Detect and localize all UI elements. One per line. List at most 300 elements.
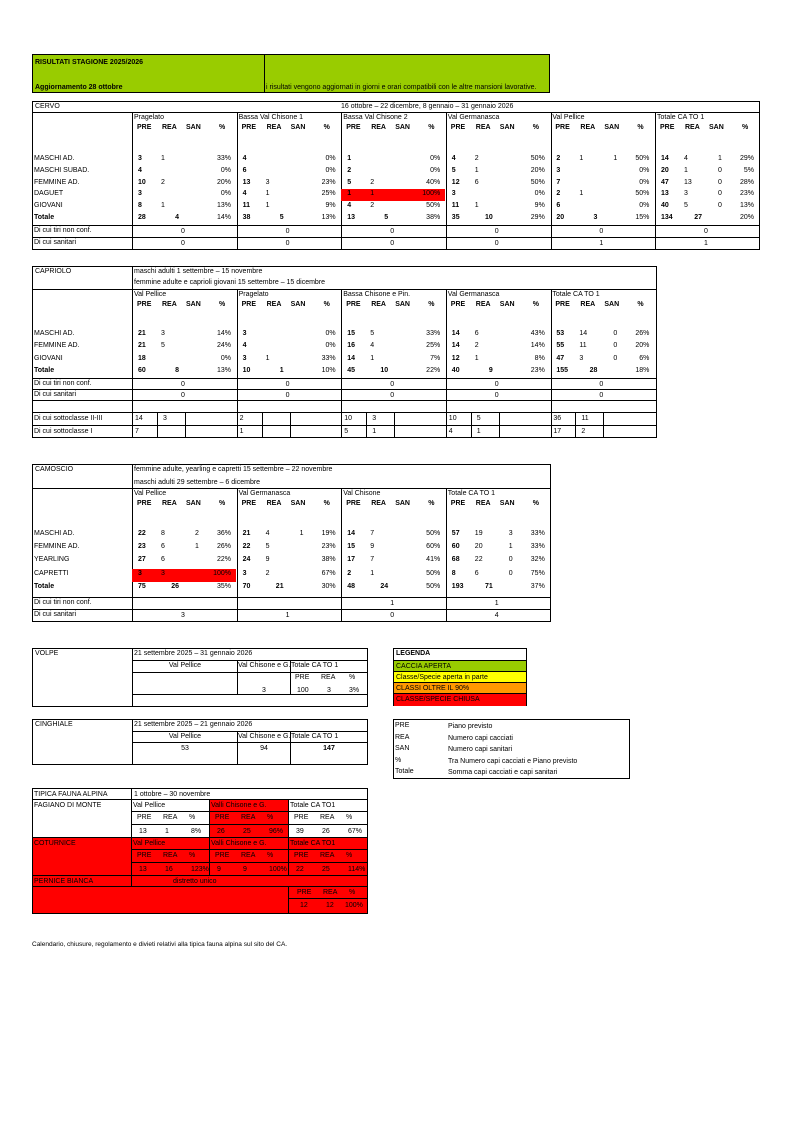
cinghiale-zone-0: Val Pellice — [168, 733, 202, 740]
capriolo-zone-0: Val Pellice — [134, 291, 167, 298]
camoscio-col-pct: % — [428, 500, 435, 507]
coturnice-col: PRE — [294, 852, 309, 859]
cervo-col-pct: % — [219, 124, 226, 131]
capriolo-col-san: SAN — [499, 301, 515, 308]
volpe-period: 21 settembre 2025 – 31 gennaio 2026 — [134, 650, 253, 657]
camoscio-cell-pre: 75 — [138, 582, 146, 590]
capriolo-cell-pre: 155 — [556, 367, 569, 375]
cervo-extra-val: 0 — [390, 228, 395, 235]
camoscio-row-label: MASCHI AD. — [34, 530, 75, 537]
camoscio-extra-val: 3 — [181, 612, 185, 619]
camoscio-cell-pct: 41% — [426, 556, 441, 564]
cervo-extra-val: 1 — [704, 240, 708, 247]
pernice-col-rea: REA — [323, 889, 338, 896]
cervo-col-pre: PRE — [241, 124, 256, 131]
camoscio-cell-pct: 35% — [216, 582, 231, 590]
cervo-cell-san: 1 — [718, 155, 722, 162]
cervo-col-san: SAN — [186, 124, 201, 131]
capriolo-extra-val: 0 — [390, 392, 395, 399]
cinghiale-val-total: 147 — [323, 745, 335, 752]
volpe-zone-1: Val Chisone e G. — [238, 662, 291, 669]
cervo-col-pre: PRE — [450, 124, 466, 131]
fagiano-col: PRE — [137, 814, 152, 821]
camoscio-cell-rea: 8 — [161, 530, 165, 537]
coturnice-val: 100% — [269, 866, 287, 873]
cervo-col-rea: REA — [580, 124, 596, 131]
camoscio-cell-san: 2 — [195, 530, 199, 537]
pernice-val-rea: 12 — [326, 902, 334, 909]
cervo-cell-rea: 1 — [684, 166, 688, 174]
capriolo-cell-pre: 10 — [242, 367, 251, 375]
capriolo-cell-pct: 14% — [216, 330, 231, 337]
capriolo-cell-pct: 0% — [325, 330, 336, 337]
cervo-cell-pct: 50% — [635, 155, 650, 162]
capriolo-col-pct: % — [323, 301, 330, 308]
cervo-cell-pct: 50% — [530, 178, 545, 186]
capriolo-cell-rea: 1 — [279, 367, 284, 375]
update-date: Aggiornamento 28 ottobre — [35, 84, 123, 91]
camoscio-cell-pct: 26% — [216, 543, 231, 551]
capriolo-extra-val: 0 — [494, 392, 499, 399]
cervo-col-pct: % — [428, 124, 435, 131]
capriolo-cell-pre: 4 — [242, 342, 247, 350]
camoscio-extra-val: 0 — [390, 612, 395, 619]
cervo-cell-pre: 40 — [661, 202, 669, 210]
legend-box — [393, 648, 527, 706]
cervo-cell-rea: 1 — [474, 166, 479, 174]
cervo-cell-pct: 15% — [635, 214, 650, 221]
cinghiale-zone-2: Totale CA TO 1 — [291, 733, 339, 740]
camoscio-title: CAMOSCIO — [35, 466, 74, 473]
cervo-cell-rea: 1 — [161, 155, 165, 162]
fagiano-col: % — [189, 814, 196, 821]
cervo-col-san: SAN — [499, 124, 515, 131]
capriolo-sub-val: 7 — [135, 428, 139, 435]
camoscio-cell-pct: 37% — [530, 582, 545, 590]
cervo-extra-val: 0 — [390, 240, 395, 247]
cervo-extra-val: 0 — [285, 240, 290, 247]
volpe-zone-0: Val Pellice — [168, 662, 202, 669]
capriolo-extra-val: 0 — [285, 392, 290, 399]
cervo-zone-5: Totale CA TO 1 — [657, 114, 705, 121]
cervo-row-label: MASCHI SUBAD. — [34, 166, 90, 174]
cervo-cell-pre: 13 — [347, 214, 355, 221]
capriolo-col-san: SAN — [604, 301, 620, 308]
cervo-cell-rea: 5 — [384, 214, 389, 221]
volpe-tot-rea: 3 — [327, 687, 331, 694]
capriolo-cell-pre: 60 — [138, 367, 146, 375]
cervo-col-san: SAN — [709, 124, 724, 131]
camoscio-cell-rea: 7 — [370, 556, 375, 564]
capriolo-zone-2: Bassa Chisone e Pin. — [343, 291, 411, 298]
camoscio-cell-pre: 22 — [138, 530, 146, 537]
capriolo-period2: femmine adulte e caprioli giovani 15 settembre – 15 dicembre — [134, 279, 326, 286]
cervo-cell-pct: 13% — [739, 202, 754, 210]
cervo-cell-pct: 9% — [534, 202, 545, 210]
camoscio-period2: maschi adulti 29 settembre – 6 dicembre — [134, 479, 261, 486]
cervo-cell-pre: 4 — [347, 202, 352, 210]
camoscio-cell-rea: 22 — [474, 556, 483, 564]
camoscio-cell-rea: 9 — [265, 556, 270, 564]
capriolo-sub-val: 5 — [344, 428, 349, 435]
cervo-zone-4: Val Pellice — [552, 114, 585, 121]
fagiano-col: PRE — [215, 814, 230, 821]
cervo-cell-pct: 0% — [325, 166, 336, 174]
fagiano-col: PRE — [294, 814, 309, 821]
cervo-cell-pre: 13 — [661, 190, 669, 198]
capriolo-sub-val: 1 — [239, 428, 244, 435]
cervo-zone-2: Bassa Val Chisone 2 — [343, 114, 408, 121]
camoscio-cell-pre: 15 — [347, 543, 355, 551]
cervo-zone-0: Pragelato — [134, 114, 164, 121]
cervo-cell-rea: 4 — [684, 155, 688, 162]
coturnice-col: % — [346, 852, 353, 859]
cervo-col-pre: PRE — [137, 124, 152, 131]
camoscio-cell-pct: 30% — [321, 582, 336, 590]
capriolo-cell-rea: 6 — [474, 330, 479, 337]
cervo-cell-pre: 6 — [242, 166, 247, 174]
cervo-extra-label: Di cui sanitari — [34, 239, 77, 246]
camoscio-cell-san: 0 — [508, 556, 513, 564]
cervo-cell-san: 0 — [718, 190, 722, 198]
capriolo-cell-pre: 12 — [451, 354, 460, 362]
camoscio-cell-pre: 3 — [138, 569, 142, 577]
camoscio-col-pre: PRE — [346, 500, 361, 507]
cervo-cell-rea: 5 — [684, 202, 688, 210]
camoscio-row-label: CAPRETTI — [34, 569, 69, 577]
capriolo-cell-pct: 14% — [530, 342, 545, 350]
cinghiale-val-chisone: 94 — [260, 745, 268, 752]
cervo-extra-val: 0 — [704, 228, 708, 235]
cervo-cell-rea: 1 — [265, 202, 270, 210]
fagiano-col: REA — [241, 814, 256, 821]
cervo-row-label: MASCHI AD. — [34, 155, 75, 162]
capriolo-col-rea: REA — [266, 301, 282, 308]
cervo-extra-val: 1 — [599, 240, 604, 247]
cervo-row-label: GIOVANI — [34, 202, 63, 210]
capriolo-col-pct: % — [219, 301, 226, 308]
cervo-cell-pct: 23% — [739, 190, 754, 198]
cervo-cell-rea: 6 — [474, 178, 479, 186]
capriolo-col-pre: PRE — [137, 301, 152, 308]
capriolo-cell-pct: 25% — [426, 342, 441, 350]
cervo-cell-san: 1 — [613, 155, 618, 162]
capriolo-cell-pre: 14 — [347, 354, 355, 362]
legend-item-open: CACCIA APERTA — [394, 660, 526, 672]
capriolo-cell-pre: 18 — [138, 354, 146, 362]
camoscio-cell-pre: 14 — [347, 530, 355, 537]
cervo-title: CERVO — [35, 103, 60, 110]
camoscio-cell-pre: 3 — [242, 569, 247, 577]
cervo-cell-pre: 7 — [556, 178, 561, 186]
fagiano-zone-0: Val Pellice — [133, 802, 166, 809]
camoscio-cell-pct: 67% — [321, 569, 336, 577]
camoscio-col-san: SAN — [499, 500, 515, 507]
cervo-cell-pre: 12 — [451, 178, 460, 186]
coturnice-col: % — [189, 852, 196, 859]
camoscio-cell-pre: 70 — [242, 582, 251, 590]
cervo-cell-pre: 2 — [556, 155, 561, 162]
coturnice-val: 13 — [139, 866, 147, 873]
camoscio-cell-rea: 3 — [161, 569, 165, 577]
camoscio-cell-pct: 19% — [321, 530, 336, 537]
cervo-cell-pre: 28 — [138, 214, 146, 221]
cervo-cell-pct: 0% — [639, 178, 650, 186]
capriolo-cell-rea: 8 — [175, 367, 179, 375]
capriolo-period1: maschi adulti 1 settembre – 15 novembre — [134, 268, 263, 275]
cervo-cell-pre: 4 — [138, 166, 142, 174]
cervo-cell-rea: 2 — [370, 202, 375, 210]
capriolo-col-pct: % — [532, 301, 540, 308]
camoscio-extra-val: 1 — [390, 600, 395, 607]
capriolo-cell-rea: 28 — [589, 367, 598, 375]
cervo-cell-pct: 5% — [743, 166, 754, 174]
camoscio-cell-pct: 50% — [426, 569, 441, 577]
fagiano-val: 25 — [243, 828, 251, 835]
abbrev-desc: Numero capi cacciati — [448, 734, 513, 742]
cinghiale-val-pellice: 53 — [181, 745, 189, 752]
cervo-cell-rea: 1 — [265, 190, 270, 198]
capriolo-cell-pre: 14 — [451, 330, 460, 337]
cervo-cell-pre: 2 — [556, 190, 561, 198]
camoscio-col-pct: % — [323, 500, 330, 507]
capriolo-row-label: GIOVANI — [34, 354, 63, 362]
capriolo-cell-rea: 11 — [579, 342, 587, 350]
fagiano-val: 39 — [296, 828, 304, 835]
cervo-cell-rea: 10 — [485, 214, 493, 221]
camoscio-extra-label: Di cui tiri non conf. — [34, 599, 92, 606]
camoscio-cell-rea: 4 — [265, 530, 270, 537]
camoscio-cell-rea: 6 — [474, 569, 479, 577]
volpe-title: VOLPE — [35, 650, 59, 657]
fagiano-zone-1: Valli Chisone e G. — [211, 802, 267, 809]
tipica-period: 1 ottobre – 30 novembre — [134, 791, 211, 798]
capriolo-row-label: Totale — [34, 367, 55, 375]
cervo-col-san: SAN — [604, 124, 620, 131]
camoscio-col-san: SAN — [186, 500, 201, 507]
capriolo-cell-san: 0 — [613, 342, 618, 350]
camoscio-table — [32, 464, 551, 622]
capriolo-extra-val: 0 — [599, 392, 604, 399]
coturnice-val: 22 — [296, 866, 304, 873]
camoscio-cell-pct: 50% — [426, 582, 441, 590]
capriolo-sub-val: 3 — [163, 415, 167, 422]
camoscio-col-rea: REA — [371, 500, 386, 507]
capriolo-extra-val: 0 — [390, 381, 395, 388]
capriolo-cell-pct: 0% — [220, 354, 231, 362]
camoscio-cell-pre: 48 — [347, 582, 355, 590]
capriolo-cell-pct: 33% — [321, 354, 336, 362]
capriolo-sub-val: 2 — [581, 428, 586, 435]
cervo-cell-pct: 13% — [321, 214, 336, 221]
capriolo-cell-rea: 5 — [161, 342, 165, 350]
capriolo-extra-val: 0 — [599, 381, 604, 388]
cervo-extra-val: 0 — [181, 240, 185, 247]
cervo-cell-pre: 3 — [556, 166, 561, 174]
capriolo-cell-pre: 40 — [451, 367, 460, 375]
cervo-cell-rea: 3 — [593, 214, 598, 221]
capriolo-cell-pct: 0% — [325, 342, 336, 350]
camoscio-col-pct: % — [219, 500, 226, 507]
coturnice-col: PRE — [137, 852, 152, 859]
cervo-col-pct: % — [637, 124, 644, 131]
capriolo-col-rea: REA — [371, 301, 386, 308]
fagiano-col: % — [346, 814, 353, 821]
cervo-zone-3: Val Germanasca — [447, 114, 500, 121]
camoscio-cell-san: 1 — [299, 530, 304, 537]
camoscio-cell-pct: 60% — [426, 543, 441, 551]
capriolo-cell-rea: 1 — [265, 354, 270, 362]
cervo-cell-pre: 2 — [347, 166, 352, 174]
legend-item-partial: Classe/Specie aperta in parte — [394, 671, 526, 683]
volpe-col-pre: PRE — [295, 674, 310, 681]
coturnice-col: % — [267, 852, 274, 859]
footer-note: Calendario, chiusure, regolamento e divieti relativi alla tipica fauna alpina sul sito del CA. — [32, 941, 288, 948]
camoscio-row-label: YEARLING — [34, 556, 70, 564]
capriolo-cell-pct: 24% — [216, 342, 231, 350]
capriolo-cell-pct: 23% — [530, 367, 545, 375]
capriolo-extra-label: Di cui sanitari — [34, 391, 77, 398]
capriolo-sub-val: 17 — [553, 428, 562, 435]
capriolo-sub-val: 5 — [476, 415, 481, 422]
cervo-cell-pct: 29% — [739, 155, 754, 162]
capriolo-col-rea: REA — [162, 301, 177, 308]
capriolo-cell-pre: 45 — [347, 367, 355, 375]
camoscio-extra-val: 4 — [494, 612, 499, 619]
cervo-col-rea: REA — [266, 124, 282, 131]
cervo-cell-rea: 1 — [370, 190, 375, 198]
cervo-extra-val: 0 — [599, 228, 604, 235]
cervo-col-san: SAN — [395, 124, 410, 131]
capriolo-extra-val: 0 — [181, 381, 185, 388]
cervo-col-rea: REA — [371, 124, 386, 131]
camoscio-row-label: FEMMINE AD. — [34, 543, 80, 551]
cervo-cell-san: 0 — [718, 166, 722, 174]
cervo-cell-pct: 50% — [530, 155, 545, 162]
camoscio-cell-rea: 21 — [275, 582, 284, 590]
cervo-cell-pre: 1 — [347, 190, 352, 198]
cervo-cell-pre: 4 — [242, 190, 247, 198]
camoscio-cell-pre: 24 — [242, 556, 251, 564]
camoscio-zone-0: Val Pellice — [134, 490, 167, 497]
fagiano-col: REA — [320, 814, 335, 821]
capriolo-sub-val: 3 — [372, 415, 377, 422]
capriolo-col-san: SAN — [290, 301, 306, 308]
cervo-cell-rea: 3 — [265, 178, 270, 186]
season-title: RISULTATI STAGIONE 2025/2026 — [35, 59, 144, 66]
capriolo-cell-rea: 14 — [579, 330, 588, 337]
capriolo-cell-san: 0 — [613, 330, 618, 337]
fagiano-zone-2: Totale CA TO1 — [290, 802, 336, 809]
cervo-cell-pre: 13 — [242, 178, 251, 186]
capriolo-cell-pct: 8% — [534, 354, 545, 362]
camoscio-cell-pre: 68 — [451, 556, 460, 564]
cervo-cell-pre: 3 — [451, 190, 456, 198]
capriolo-cell-pct: 33% — [426, 330, 441, 337]
header-box — [32, 54, 550, 93]
cervo-row-label: DAGUET — [34, 190, 64, 198]
capriolo-cell-pre: 55 — [556, 342, 565, 350]
camoscio-cell-pre: 17 — [347, 556, 355, 564]
camoscio-col-rea: REA — [162, 500, 177, 507]
cervo-col-rea: REA — [162, 124, 177, 131]
legend-item-over90: CLASSI OLTRE IL 90% — [394, 682, 526, 694]
capriolo-extra-label: Di cui tiri non conf. — [34, 380, 92, 387]
pernice-val-pct: 100% — [345, 902, 363, 909]
update-note: i risultati vengono aggiornati in giorni e orari compatibili con le altre mansioni lavorative. — [266, 84, 537, 91]
tipica-table — [32, 788, 368, 914]
camoscio-cell-rea: 26 — [171, 582, 179, 590]
cervo-col-pre: PRE — [660, 124, 675, 131]
capriolo-cell-pct: 26% — [635, 330, 650, 337]
capriolo-col-san: SAN — [186, 301, 201, 308]
capriolo-cell-rea: 1 — [474, 354, 479, 362]
camoscio-zone-1: Val Germanasca — [238, 490, 291, 497]
capriolo-sub-val: 1 — [372, 428, 377, 435]
capriolo-sub-val: 10 — [448, 415, 457, 422]
camoscio-cell-rea: 24 — [380, 582, 389, 590]
capriolo-zone-4: Totale CA TO 1 — [552, 291, 600, 298]
cervo-cell-pre: 6 — [556, 202, 561, 210]
camoscio-cell-pct: 100% — [213, 569, 231, 577]
capriolo-col-rea: REA — [580, 301, 596, 308]
camoscio-extra-val: 1 — [285, 612, 290, 619]
capriolo-sub-val: 10 — [344, 415, 352, 422]
camoscio-zone-3: Totale CA TO 1 — [447, 490, 496, 497]
capriolo-cell-pct: 13% — [216, 367, 231, 375]
cervo-cell-rea: 2 — [370, 178, 375, 186]
capriolo-col-pre: PRE — [555, 301, 570, 308]
coturnice-zone-2: Totale CA TO1 — [290, 840, 336, 847]
camoscio-cell-pre: 22 — [242, 543, 251, 551]
capriolo-sub-val: 36 — [553, 415, 562, 422]
capriolo-row-label: MASCHI AD. — [34, 330, 75, 337]
camoscio-cell-pct: 38% — [321, 556, 336, 564]
fagiano-val: 1 — [165, 828, 169, 835]
camoscio-col-pre: PRE — [241, 500, 256, 507]
cervo-cell-pre: 4 — [451, 155, 456, 162]
camoscio-cell-pct: 22% — [216, 556, 231, 564]
cervo-cell-rea: 1 — [474, 202, 479, 210]
cervo-cell-pct: 38% — [426, 214, 441, 221]
cervo-cell-pct: 29% — [530, 214, 545, 221]
camoscio-cell-rea: 1 — [370, 569, 375, 577]
cervo-extra-val: 0 — [494, 240, 499, 247]
capriolo-sub-val: 14 — [135, 415, 143, 422]
camoscio-row-label: Totale — [34, 582, 55, 590]
cervo-col-rea: REA — [475, 124, 491, 131]
cervo-cell-san: 0 — [718, 178, 722, 186]
capriolo-cell-pre: 21 — [138, 342, 146, 350]
cervo-col-pct: % — [532, 124, 540, 131]
cervo-cell-pre: 3 — [138, 190, 142, 198]
volpe-zone-2: Totale CA TO 1 — [291, 662, 339, 669]
capriolo-cell-pre: 21 — [138, 330, 146, 337]
capriolo-cell-pct: 22% — [426, 367, 441, 375]
capriolo-col-rea: REA — [475, 301, 491, 308]
camoscio-col-pct: % — [532, 500, 540, 507]
fagiano-val: 67% — [348, 828, 363, 835]
camoscio-cell-rea: 6 — [161, 556, 165, 564]
capriolo-extra-val: 0 — [494, 381, 499, 388]
abbrev-desc: Numero capi sanitari — [448, 746, 513, 753]
cervo-cell-san: 0 — [718, 202, 722, 210]
cervo-cell-pct: 0% — [639, 166, 650, 174]
camoscio-cell-rea: 19 — [474, 530, 483, 537]
fagiano-val: 26 — [322, 828, 330, 835]
capriolo-sub-val: 4 — [448, 428, 453, 435]
cervo-zone-1: Bassa Val Chisone 1 — [238, 114, 304, 121]
